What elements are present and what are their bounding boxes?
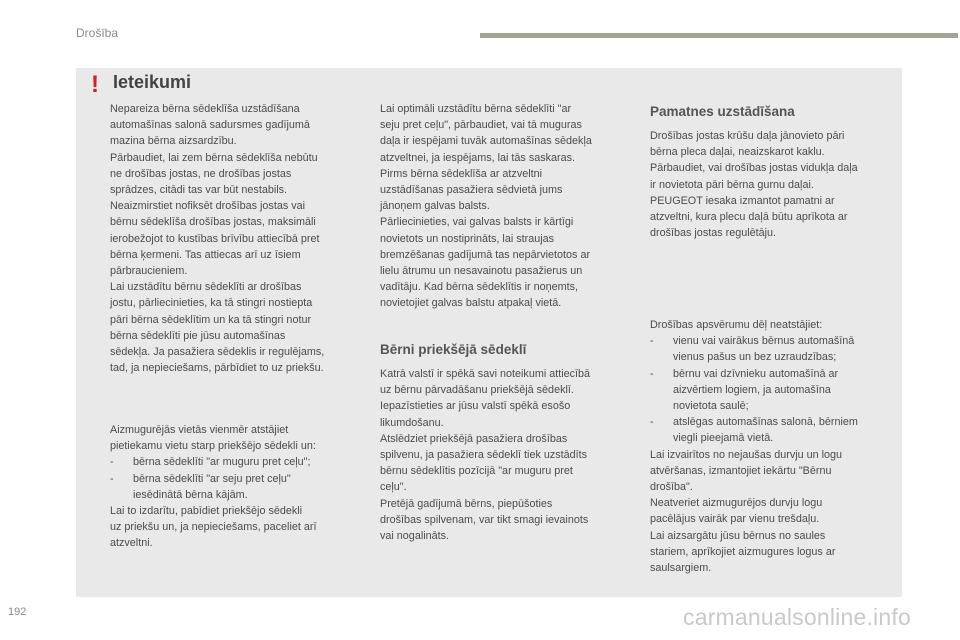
text-line: Lai optimāli uzstādītu bērna sēdeklīti "ar bbox=[380, 103, 572, 115]
list-item-line: iesēdinātā bērna kājām. bbox=[133, 488, 248, 501]
list-item bbox=[110, 471, 360, 503]
text-line: Aizmugurējās vietās vienmēr atstājiet bbox=[110, 424, 289, 436]
text-line: ierobežojot to kustības brīvību attiecībā pret bbox=[110, 232, 320, 245]
text-line: Pārliecinieties, vai galvas balsts ir kārtīgi bbox=[380, 216, 574, 229]
text-line: likumdošanu. bbox=[380, 416, 444, 429]
text-line: Drošības jostas krūšu daļa jānovieto pāri bbox=[650, 130, 845, 142]
list-item bbox=[110, 454, 360, 470]
column-1-block-1 bbox=[110, 101, 360, 376]
text-line: pacēlājus vairāk par vienu trešdaļu. bbox=[650, 513, 820, 526]
text-line: Pirms bērna sēdeklīša ar atzveltni bbox=[380, 167, 543, 180]
text-line: tad, ja nepieciešams, pārbīdiet to uz priekšu. bbox=[110, 362, 324, 375]
list-item-line: atslēgas automašīnas salonā, bērniem bbox=[673, 416, 858, 429]
column-3-block-2 bbox=[650, 317, 900, 576]
text-line: bērnu sēdeklīša drošības jostas, maksimāli bbox=[110, 216, 316, 229]
text-line: Pārbaudiet, vai drošības jostas vidukļa daļa bbox=[650, 162, 858, 175]
text-line: atzveltni. bbox=[110, 537, 153, 550]
list-item-line: vienu vai vairākus bērnus automašīnā bbox=[673, 335, 855, 348]
text-line: Lai izvairītos no nejaušas durvju un logu bbox=[650, 448, 843, 461]
column-2-block-2 bbox=[380, 366, 635, 544]
column-3-block-1 bbox=[650, 128, 900, 241]
text-line: uz bērnu pārvadāšanu priekšējā sēdeklī. bbox=[380, 384, 574, 397]
text-line: bērna ķermeni. Tas attiecas arī uz īsiem bbox=[110, 248, 301, 261]
text-line: Atslēdziet priekšējā pasažiera drošības bbox=[380, 432, 568, 445]
front-seat-heading: Bērni priekšējā sēdeklī bbox=[380, 342, 527, 357]
text-line: bērna sēdeklīti pie jūsu automašīnas bbox=[110, 329, 286, 342]
text-line: bērnu sēdeklītis pozīcijā "ar muguru pret bbox=[380, 465, 573, 478]
text-line: drošības jostas regulētāju. bbox=[650, 227, 777, 240]
text-line: drošības spilvenam, var tikt smagi ievainots bbox=[380, 513, 589, 526]
text-line: sprādzes, citādi tas var būt nestabils. bbox=[110, 184, 288, 197]
list-item-line: aizvērtiem logiem, ja automašīna bbox=[673, 383, 831, 396]
text-line: atzveltnei, ja iespējams, lai tās saskaras. bbox=[380, 151, 576, 164]
text-line: Lai uzstādītu bērnu sēdeklīti ar drošības bbox=[110, 281, 302, 294]
text-line: automašīnas salonā sadursmes gadījumā bbox=[110, 119, 310, 132]
list-item bbox=[650, 414, 900, 446]
text-line: Nepareiza bērna sēdeklīša uzstādīšana bbox=[110, 103, 300, 115]
column-1-block-2 bbox=[110, 422, 360, 552]
panel-heading: Ieteikumi bbox=[113, 72, 192, 92]
text-line: Neaizmirstiet nofiksēt drošības jostas vai bbox=[110, 200, 306, 213]
text-line: bērna pleca daļai, neaizskarot kaklu. bbox=[650, 146, 825, 159]
text-line: ne drošības jostas, ne drošības jostas bbox=[110, 167, 292, 180]
list-item-line: bērna sēdeklīti "ar muguru pret ceļu"; bbox=[133, 456, 311, 469]
column-2-block-1 bbox=[380, 101, 635, 312]
list-dash: - bbox=[650, 416, 654, 429]
text-line: pāri bērna sēdeklītim un ka tā stingri notur bbox=[110, 313, 312, 326]
text-line: atvēršanas, izmantojiet iekārtu "Bērnu bbox=[650, 464, 832, 477]
list-item-line: bērnu vai dzīvnieku automašīnā ar bbox=[673, 367, 839, 380]
text-line: bremzēšanas gadījumā tas nepārvietotos ar bbox=[380, 248, 591, 261]
text-line: spilvenu, ja pasažiera sēdeklī tiek uzstādīts bbox=[380, 449, 588, 462]
text-line: mazina bērna aizsardzību. bbox=[110, 135, 237, 148]
list-item-line: novietota saulē; bbox=[673, 400, 749, 413]
header-rule bbox=[480, 33, 958, 38]
list-dash: - bbox=[110, 456, 114, 469]
list-dash: - bbox=[650, 335, 654, 348]
text-line: seju pret ceļu", pārbaudiet, vai tā muguras bbox=[380, 119, 582, 132]
text-line: Lai aizsargātu jūsu bērnus no saules bbox=[650, 529, 826, 542]
text-line: Neatveriet aizmugurējos durvju logu bbox=[650, 497, 823, 510]
text-line: lielu ātrumu un nesavainotu pasažierus un bbox=[380, 265, 583, 278]
text-line: stariem, aprīkojiet aizmugures logus ar bbox=[650, 545, 836, 558]
text-line: jānoņem galvas balsts. bbox=[380, 200, 490, 213]
text-line: drošība". bbox=[650, 481, 693, 494]
text-line: ceļu". bbox=[380, 481, 407, 494]
list-item-line: viegli pieejamā vietā. bbox=[673, 432, 774, 445]
text-line: saulsargiem. bbox=[650, 562, 712, 575]
text-line: novietots un nostiprināts, lai straujas bbox=[380, 232, 555, 245]
text-line: Pretējā gadījumā bērns, piepūšoties bbox=[380, 497, 553, 510]
list-dash: - bbox=[110, 472, 114, 485]
list-item bbox=[650, 333, 900, 365]
text-line: pārbraucieniem. bbox=[110, 265, 188, 278]
text-line: atzveltni, kura plecu daļā būtu aprīkota ar bbox=[650, 211, 848, 224]
text-line: Katrā valstī ir spēkā savi noteikumi attiecībā bbox=[380, 368, 591, 380]
text-line: Drošības apsvērumu dēļ neatstājiet: bbox=[650, 319, 823, 331]
list-item-line: bērna sēdeklīti "ar seju pret ceļu" bbox=[133, 472, 291, 485]
text-line: vai nogalināts. bbox=[380, 530, 450, 543]
list-dash: - bbox=[650, 367, 654, 380]
text-line: PEUGEOT iesaka izmantot pamatni ar bbox=[650, 194, 835, 207]
text-line: ir novietota pāri bērna gurnu daļai. bbox=[650, 178, 814, 191]
booster-heading: Pamatnes uzstādīšana bbox=[650, 104, 795, 119]
text-line: Pārbaudiet, lai zem bērna sēdeklīša nebūtu bbox=[110, 151, 318, 164]
warning-exclamation-icon: ! bbox=[91, 71, 99, 98]
text-line: pietiekamu vietu starp priekšējo sēdekli un: bbox=[110, 440, 316, 453]
text-line: jostu, pārliecinieties, ka tā stingri nostiepta bbox=[110, 297, 313, 310]
text-line: uzstādīšanas pasažiera sēdvietā jums bbox=[380, 184, 563, 197]
text-line: sēdekļa. Ja pasažiera sēdeklis ir regulējams, bbox=[110, 346, 325, 359]
text-line: Iepazīstieties ar jūsu valstī spēkā esošo bbox=[380, 400, 571, 413]
text-line: Lai to izdarītu, pabīdiet priekšējo sēdekli bbox=[110, 505, 303, 518]
watermark: carmanualsonline.info bbox=[683, 604, 911, 630]
page-number: 192 bbox=[8, 606, 27, 618]
list-item-line: vienus pašus un bez uzraudzības; bbox=[673, 351, 837, 364]
text-line: daļa ir iespējami tuvāk automašīnas sēdekļa bbox=[380, 135, 592, 148]
list-item bbox=[650, 366, 900, 415]
text-line: uz priekšu un, ja nepieciešams, paceliet arī bbox=[110, 521, 317, 534]
section-title: Drošība bbox=[76, 26, 119, 40]
text-line: vadītāju. Kad bērna sēdeklītis ir noņemts, bbox=[380, 281, 579, 294]
text-line: novietojiet galvas balstu atpakaļ vietā. bbox=[380, 297, 562, 310]
